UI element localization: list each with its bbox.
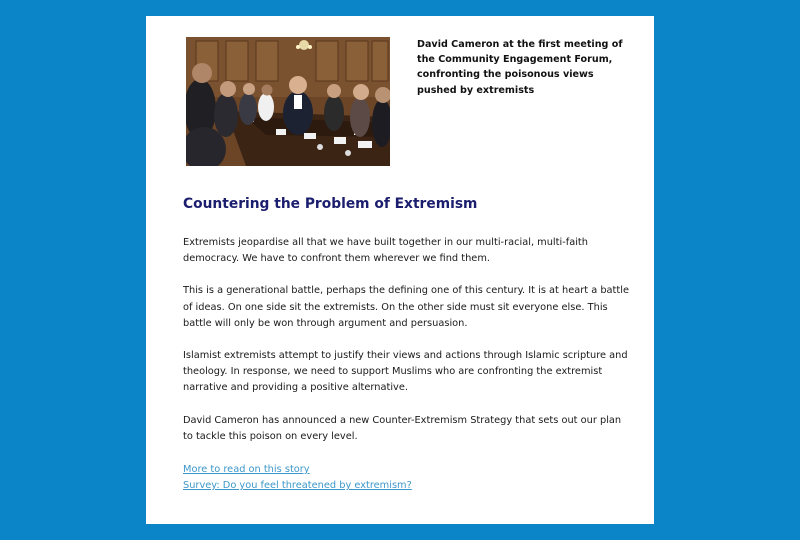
related-links <box>183 462 633 494</box>
paragraph: Extremists jeopardise all that we have built together in our multi-racial, multi-faith democracy. We have to confront them wherever we find them. <box>183 237 588 265</box>
more-to-read-link[interactable]: More to read on this story <box>183 464 310 475</box>
paragraph: Islamist extremists attempt to justify their views and actions through Islamic scripture and theology. In response, we need to support Muslims who are confronting the extremist narrative and providing a positive alternative. <box>183 350 628 394</box>
survey-link[interactable]: Survey: Do you feel threatened by extremism? <box>183 480 412 491</box>
article-body <box>183 235 633 461</box>
article-photo <box>186 37 390 166</box>
article-headline: Countering the Problem of Extremism <box>183 196 478 212</box>
article-card <box>146 16 654 524</box>
photo-caption: David Cameron at the first meeting of the Community Engagement Forum, confronting the poisonous views pushed by extremists <box>417 39 623 96</box>
paragraph: This is a generational battle, perhaps the defining one of this century. It is at heart a battle of ideas. On one side sit the extremists. On the other side must sit everyone else. This battle will only be won through argument and persuasion. <box>183 285 629 329</box>
paragraph: David Cameron has announced a new Counter-Extremism Strategy that sets out our plan to tackle this poison on every level. <box>183 414 622 442</box>
